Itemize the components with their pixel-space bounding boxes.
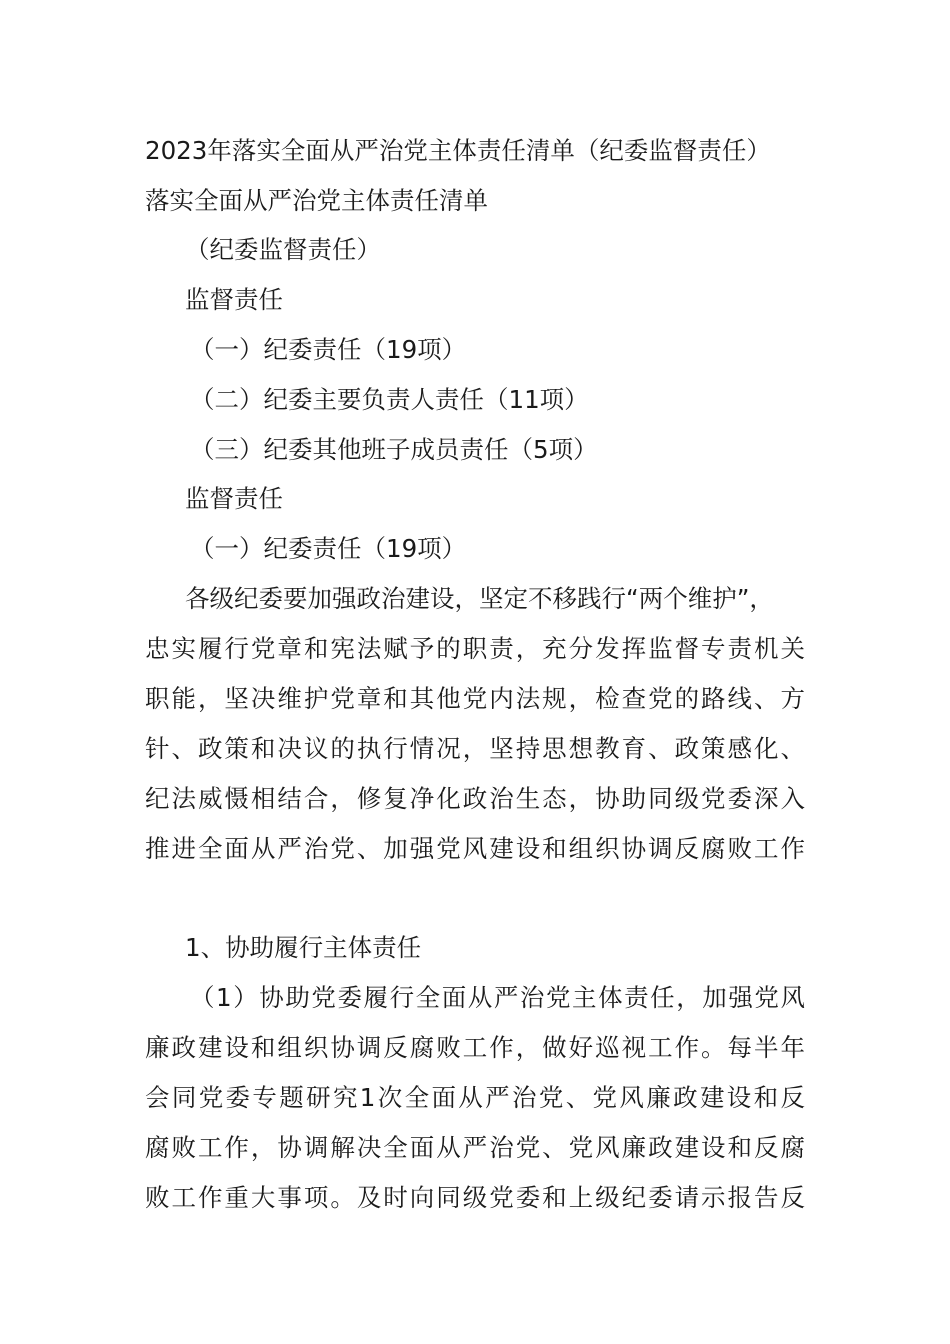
paragraph-line: 职能，坚决维护党章和其他党内法规，检查党的路线、方 — [145, 684, 805, 713]
list-item: （一）纪委责任（19项） — [190, 534, 467, 563]
paragraph-line: 忠实履行党章和宪法赋予的职责，充分发挥监督专责机关 — [145, 634, 805, 663]
section-heading: 监督责任 — [185, 285, 283, 314]
paragraph-line: 廉政建设和组织协调反腐败工作，做好巡视工作。每半年 — [145, 1033, 805, 1062]
subtitle-paren: （纪委监督责任） — [185, 235, 381, 264]
paragraph-line: 腐败工作，协调解决全面从严治党、党风廉政建设和反腐 — [145, 1133, 805, 1162]
paragraph-line: 各级纪委要加强政治建设，坚定不移践行“两个维护”， — [185, 584, 774, 613]
paragraph-line: 会同党委专题研究1次全面从严治党、党风廉政建设和反 — [145, 1083, 805, 1112]
point-heading: 1、协助履行主体责任 — [185, 933, 422, 962]
list-item: （二）纪委主要负责人责任（11项） — [190, 385, 589, 414]
paragraph-line: 针、政策和决议的执行情况，坚持思想教育、政策感化、 — [145, 734, 805, 763]
paragraph-line: 纪法威慑相结合，修复净化政治生态，协助同级党委深入 — [145, 784, 805, 813]
section-heading: 监督责任 — [185, 484, 283, 513]
list-item: （三）纪委其他班子成员责任（5项） — [190, 435, 598, 464]
document-subtitle: 落实全面从严治党主体责任清单 — [145, 186, 488, 215]
paragraph-line: 推进全面从严治党、加强党风建设和组织协调反腐败工作 — [145, 834, 805, 863]
document-title: 2023年落实全面从严治党主体责任清单（纪委监督责任） — [145, 136, 771, 165]
paragraph-line: 败工作重大事项。及时向同级党委和上级纪委请示报告反 — [145, 1183, 805, 1212]
paragraph-line: （1）协助党委履行全面从严治党主体责任，加强党风 — [190, 983, 805, 1012]
list-item: （一）纪委责任（19项） — [190, 335, 467, 364]
